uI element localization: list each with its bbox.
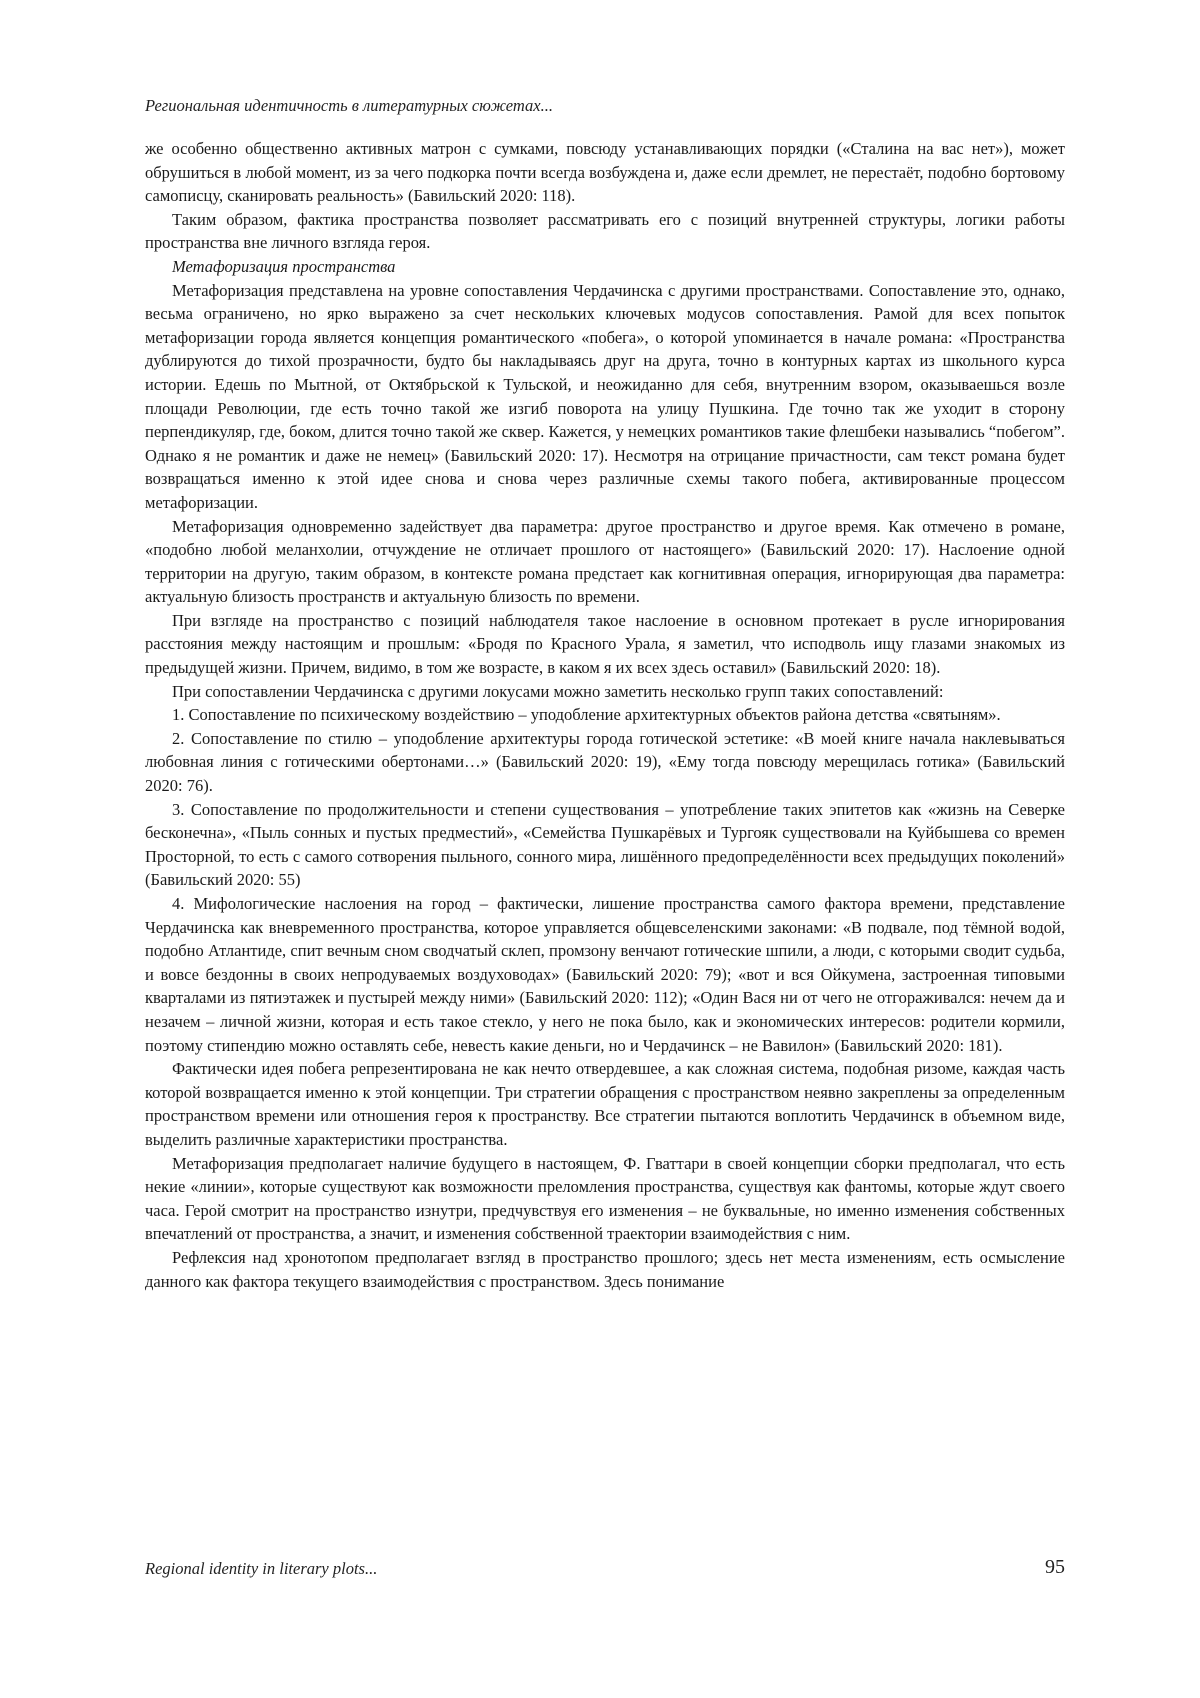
paragraph: Фактически идея побега репрезентирована не как нечто отвердевшее, а как сложная система, подобная ризоме, каждая часть которой возвращается именно к этой концепции. Три стратегии обращения с пространством неявно закреплены за определенным пространством времени или отношения героя к пространству. Все стратегии пытаются воплотить Чердачинск в объемном виде, выделить различные характеристики пространства. (145, 1059, 1065, 1149)
footer-title: Regional identity in literary plots... (145, 1559, 378, 1578)
paragraph: При взгляде на пространство с позиций наблюдателя такое наслоение в основном протекает в русле игнорирования расстояния между настоящим и прошлым: «Бродя по Красного Урала, я заметил, что исподволь ищу глазами знакомых из предыдущей жизни. Причем, видимо, в том же возрасте, в каком я их всех здесь оставил» (Бавильский 2020: 18). (145, 610, 1065, 678)
article-body (145, 137, 1065, 1293)
page-number: 95 (1045, 1556, 1065, 1578)
running-header-title: Региональная идентичность в литературных сюжетах... (145, 96, 553, 115)
list-item-3: 3. Сопоставление по продолжительности и степени существования – употребление таких эпитетов как «жизнь на Северке бесконечна», «Пыль сонных и пустых предместий», «Семейства Пушкарёвых и Тургояк существовали на Куйбышева со времен Просторной, то есть с самого сотворения пыльного, сонного мира, лишённого предопределённости всех предыдущих поколений» (Бавильский 2020: 55) (145, 799, 1065, 890)
paragraph: Метафоризация одновременно задействует два параметра: другое пространство и другое время. Как отмечено в романе, «подобно любой меланхолии, отчуждение не отличает прошлого от настоящего» (Бавильский 2020: 17). Наслоение одной территории на другую, таким образом, в контексте романа предстает как когнитивная операция, игнорирующая два параметра: актуальную близость пространств и актуальную близость по времени. (145, 516, 1065, 607)
list-item-1: 1. Сопоставление по психическому воздействию – уподобление архитектурных объектов района детства «святыням». (172, 705, 1001, 725)
paragraph: Рефлексия над хронотопом предполагает взгляд в пространство прошлого; здесь нет места изменениям, есть осмысление данного как фактора текущего взаимодействия с пространством. Здесь понимание (145, 1247, 1065, 1291)
paragraph: Метафоризация представлена на уровне сопоставления Чердачинска с другими пространствами. Сопоставление это, однако, весьма ограничено, но ярко выражено за счет нескольких ключевых модусов сопоставления. Рамой для всех попыток метафоризации города является концепция романтического «побега», о которой упоминается в начале романа: «Пространства дублируются до тихой прозрачности, будто бы накладываясь друг на друга, точно в контурных картах из школьного курса истории. Едешь по Мытной, от Октябрьской к Тульской, и неожиданно для себя, внутренним взором, оказываешься возле площади Революции, где есть точно такой же изгиб поворота на улицу Пушкина. Где точно так же уходит в сторону перпендикуляр, где, боком, длится точно такой же сквер. Кажется, у немецких романтиков такие флешбеки назывались “побегом”. Однако я не романтик и даже не немец» (Бавильский 2020: 17). Несмотря на отрицание причастности, сам текст романа будет возвращаться именно к этой идее снова и снова через различные схемы такого побега, активированные процессом метафоризации. (145, 280, 1066, 512)
section-subheading: Метафоризация пространства (172, 256, 396, 276)
paragraph: Метафоризация предполагает наличие будущего в настоящем, Ф. Гваттари в своей концепции сборки предполагал, что есть некие «линии», которые существуют как возможности преломления пространства, существуя как фантомы, которые ждут своего часа. Герой смотрит на пространство изнутри, предчувствуя его изменения – не буквальные, но именно изменения собственных впечатлений от пространства, а значит, и изменения собственной траектории взаимодействия с ним. (145, 1153, 1065, 1244)
list-item-4: 4. Мифологические наслоения на город – фактически, лишение пространства самого фактора времени, представление Чердачинска как вневременного пространства, которое управляется общевселенскими законами: «В подвале, под тёмной водой, подобно Атлантиде, спит вечным сном сводчатый склеп, промзону венчают готические шпили, а люди, с которыми сводит судьба, и вовсе бездонны в своих непродуваемых воздуховодах» (Бавильский 2020: 79); «вот и вся Ойкумена, застроенная типовыми кварталами из пятиэтажек и пустырей между ними» (Бавильский 2020: 112); «Один Вася ни от чего не отгораживался: нечем да и незачем – личной жизни, которая и есть такое стекло, у него не пока было, как и экономических интересов: родители кормили, поэтому стипендию можно оставлять себе, невесть какие деньги, но и Чердачинск – не Вавилон» (Бавильский 2020: 181). (145, 894, 1065, 1055)
paragraph: Таким образом, фактика пространства позволяет рассматривать его с позиций внутренней структуры, логики работы пространства вне личного взгляда героя. (145, 209, 1065, 253)
list-item-2: 2. Сопоставление по стилю – уподобление архитектуры города готической эстетике: «В моей книге начала наклевываться любовная линия с готическими обертонами…» (Бавильский 2020: 19), «Ему тогда повсюду мерещилась готика» (Бавильский 2020: 76). (145, 728, 1065, 796)
paragraph-continuation: же особенно общественно активных матрон с сумками, повсюду устанавливающих порядки («Сталина на вас нет»), может обрушиться в любой момент, из за чего подкорка почти всегда возбуждена и, даже если дремлет, не перестаёт, подобно бортовому самописцу, сканировать реальность» (Бавильский 2020: 118). (145, 139, 1065, 206)
paragraph: При сопоставлении Чердачинска с другими локусами можно заметить несколько групп таких сопоставлений: (172, 681, 944, 701)
